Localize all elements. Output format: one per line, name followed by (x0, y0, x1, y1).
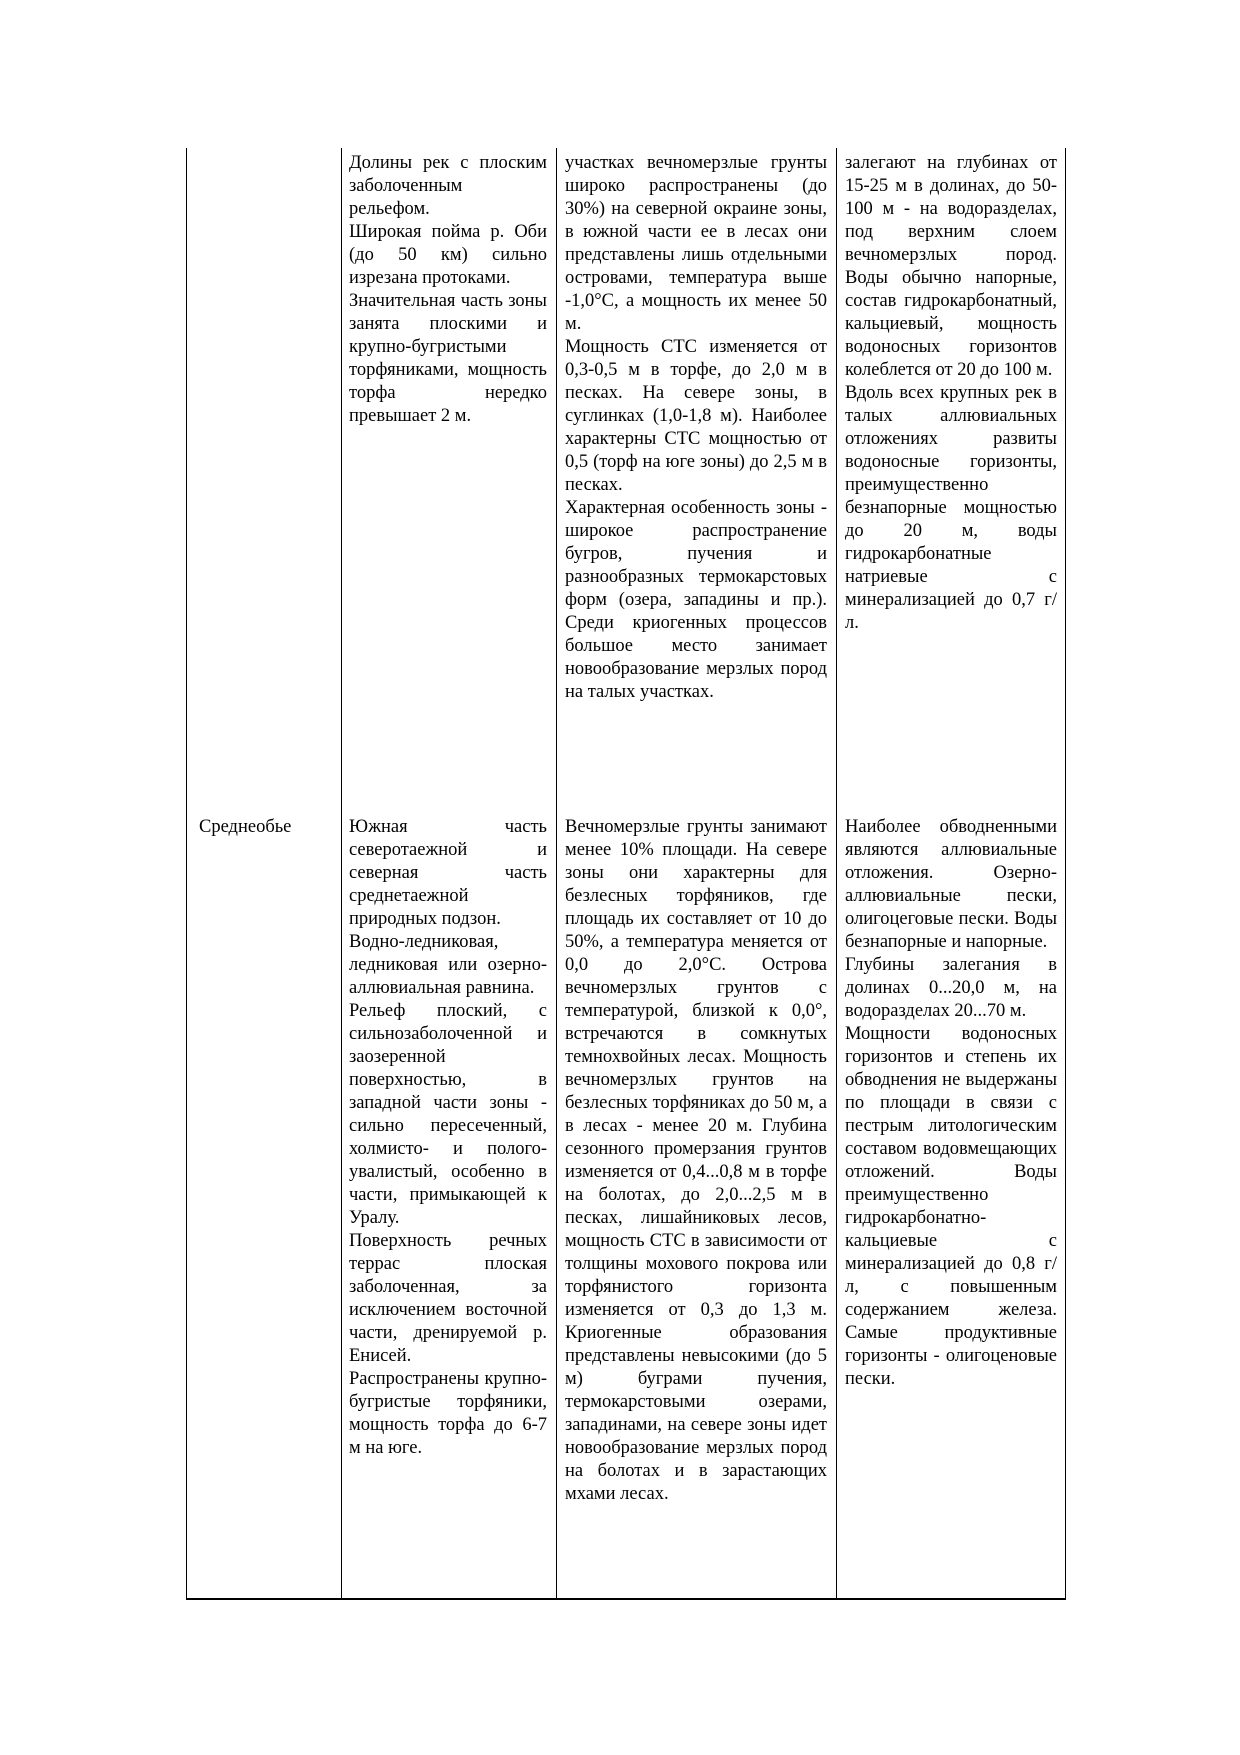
paragraph: Рельеф плоский, с сильнозаболоченной и заозеренной поверхностью, в западной части зоны - сильно пересеченный, холмисто- и полого-увалистый, особенно в части, примыкающей к Уралу. (349, 1001, 547, 1228)
paragraph: Поверхность речных террас плоская заболоченная, за исключением восточной части, дренируемой р. Енисей. (349, 1231, 547, 1366)
paragraph: Широкая пойма р. Оби (до 50 км) сильно изрезана протоками. (349, 222, 547, 288)
column-divider (341, 148, 342, 1598)
paragraph: Значительная часть зоны занята плоскими и крупно-бугристыми торфяниками, мощность торфа нередко превышает 2 м. (349, 291, 547, 426)
paragraph: Мощность СТС изменяется от 0,3-0,5 м в торфе, до 2,0 м в песках. На севере зоны, в суглинках (1,0-1,8 м). Наиболее характерны СТС мощностью от 0,5 (торф на юге зоны) до 2,5 м в песках. (565, 337, 827, 495)
paragraph: Наиболее обводненными являются аллювиальные отложения. Озерно-аллювиальные пески, олигоцеговые пески. Воды безнапорные и напорные. (845, 817, 1057, 952)
paragraph: залегают на глубинах от 15-25 м в долинах, до 50-100 м - на водоразделах, под верхним слоем вечномерзлых пород. Воды обычно напорные, состав гидрокарбонатный, кальциевый, мощность водоносных горизонтов колеблется от 20 до 100 м. (845, 153, 1057, 380)
row1-permafrost-cell (565, 152, 827, 704)
paragraph: Южная часть северотаежной и северная часть среднетаежной природных подзон. (349, 817, 547, 929)
column-divider (836, 148, 837, 1598)
paragraph: Водно-ледниковая, ледниковая или озерно-аллювиальная равнина. (349, 932, 547, 998)
column-divider (556, 148, 557, 1598)
paragraph: Вечномерзлые грунты занимают менее 10% площади. На севере зоны они характерны для безлесных торфяников, где площадь их составляет от 10 до 50%, а температура меняется от 0,0 до 2,0°С. Острова вечномерзлых грунтов с температурой, близкой к 0,0°, встречаются в сомкнутых темнохвойных лесах. Мощность вечномерзлых грунтов на безлесных торфяниках до 50 м, а в лесах - менее 20 м. Глубина сезонного промерзания грунтов изменяется от 0,4...0,8 м в торфе на болотах, до 2,0...2,5 м в песках, лишайниковых лесов, мощность СТС в зависимости от толщины мохового покрова или торфянистого горизонта изменяется от 0,3 до 1,3 м. Криогенные образования представлены невысокими (до 5 м) буграми пучения, термокарстовыми озерами, западинами, на севере зоны идет новообразование мерзлых пород на болотах и в зарастающих мхами лесах. (565, 817, 827, 1504)
paragraph: Характерная особенность зоны - широкое распространение бугров, пучения и разнообразных термокарстовых форм (озера, западины и пр.). Среди криогенных процессов большое место занимает новообразование мерзлых пород на талых участках. (565, 498, 827, 702)
row1-landscape-cell (349, 152, 547, 428)
row1-groundwater-cell (845, 152, 1057, 635)
paragraph: Распространены крупно-бугристые торфяники, мощность торфа до 6-7 м на юге. (349, 1369, 547, 1458)
paragraph: Глубины залегания в долинах 0...20,0 м, на водоразделах 20...70 м. (845, 955, 1057, 1021)
row2-permafrost-cell (565, 816, 827, 1506)
paragraph: Мощности водоносных горизонтов и степень их обводнения не выдержаны по площади в связи с пестрым литологическим составом водовмещающих отложений. Воды преимущественно гидрокарбонатно-кальциевые с минерализацией до 0,8 г/л, с повышенным содержанием железа. Самые продуктивные горизонты - олигоценовые пески. (845, 1024, 1057, 1389)
row2-groundwater-cell (845, 816, 1057, 1391)
hydrogeology-table (186, 148, 1066, 1600)
row2-region-cell: Среднеобье (199, 817, 292, 837)
paragraph: Вдоль всех крупных рек в талых аллювиальных отложениях развиты водоносные горизонты, преимущественно безнапорные мощностью до 20 м, воды гидрокарбонатные натриевые с минерализацией до 0,7 г/л. (845, 383, 1057, 633)
row2-landscape-cell (349, 816, 547, 1460)
paragraph: участках вечномерзлые грунты широко распространены (до 30%) на северной окраине зоны, в южной части ее в лесах они представлены лишь отдельными островами, температура выше -1,0°С, а мощность их менее 50 м. (565, 153, 827, 334)
paragraph: Долины рек с плоским заболоченным рельефом. (349, 153, 547, 219)
